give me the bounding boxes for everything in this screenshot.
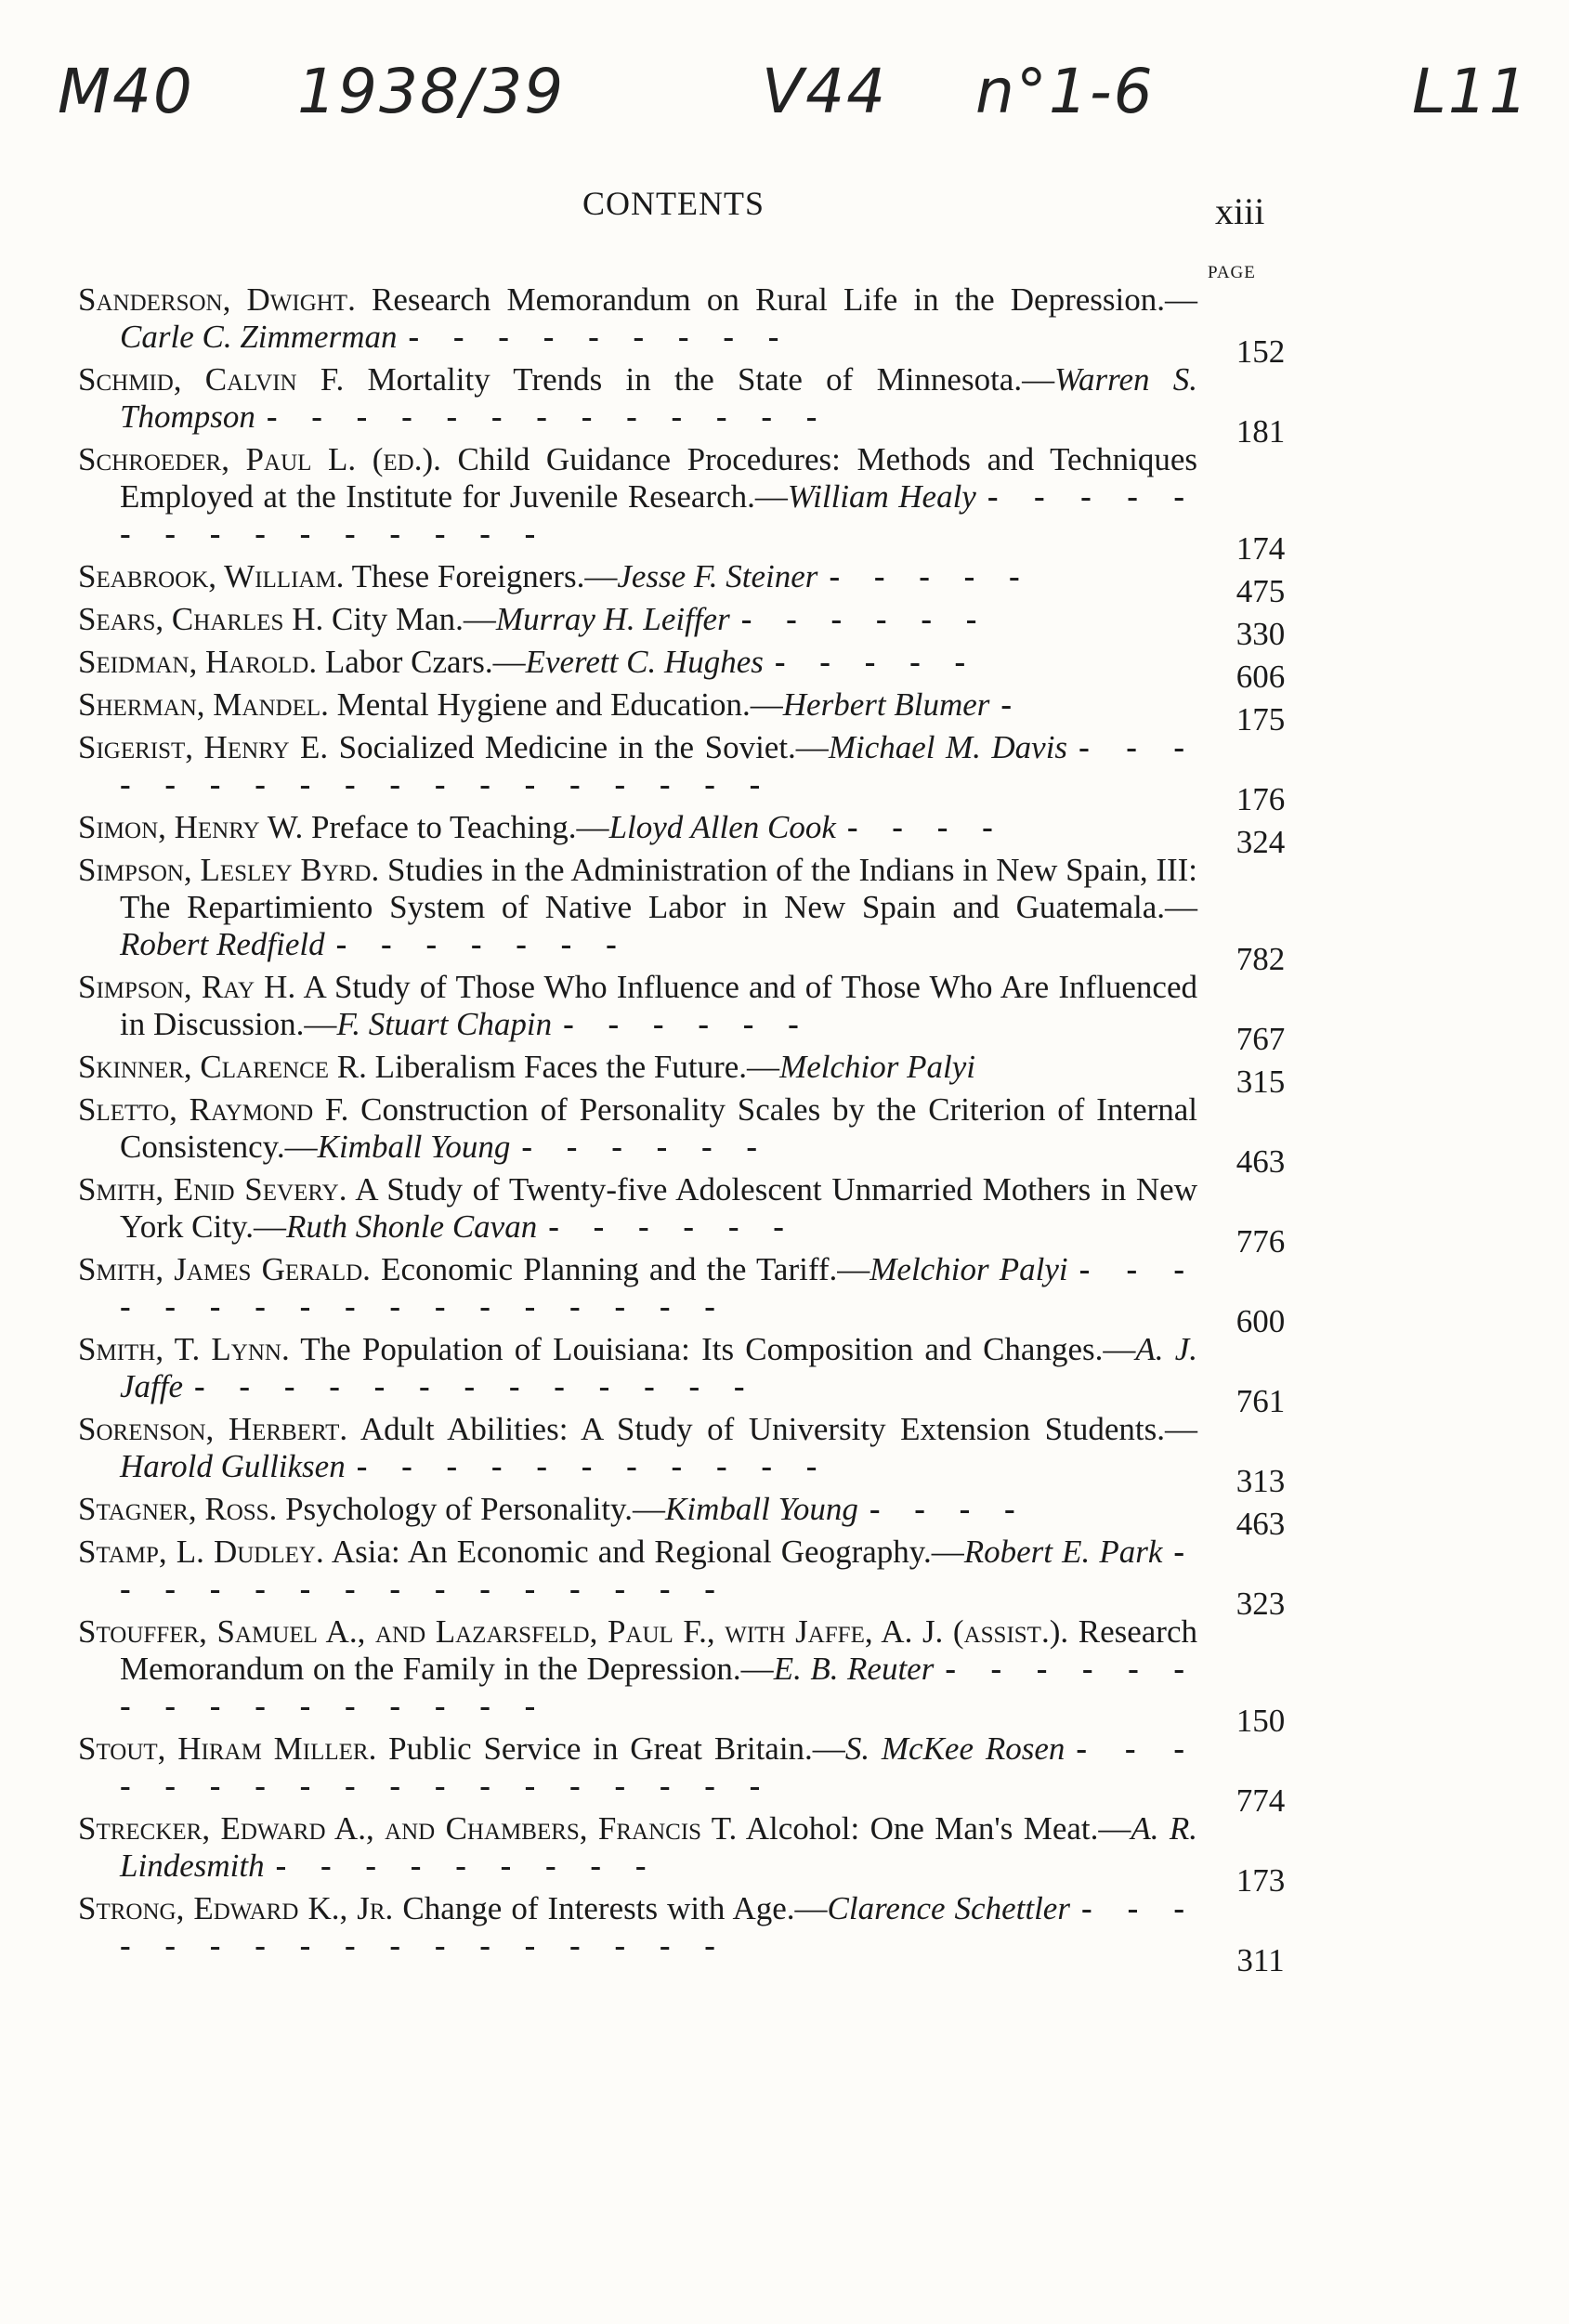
author-name: Schroeder, Paul L. (ed.). [78, 441, 441, 477]
handwritten-note-2: 1938/39 [297, 56, 566, 127]
entry-text [78, 1049, 1197, 1086]
page-number: 774 [1236, 1782, 1286, 1819]
page-number: 475 [1236, 573, 1286, 609]
page-number: 150 [1236, 1703, 1286, 1739]
author-name: Smith, T. Lynn. [78, 1331, 290, 1367]
dot-leader: - - - - - - [563, 1006, 812, 1042]
book-title: The Population of Louisiana: Its Composition and Changes.— [300, 1331, 1136, 1367]
contents-entry [78, 1169, 1286, 1260]
entry-text [78, 1251, 1197, 1325]
dot-leader: - - - - - [774, 644, 979, 680]
entry-text [78, 852, 1197, 963]
reviewer-name: Murray H. Leiffer [495, 601, 730, 637]
entry-text [78, 1534, 1197, 1608]
dot-leader: - - - - - - [740, 601, 990, 637]
page-number: 315 [1236, 1064, 1286, 1100]
dot-leader: - - - - - - - - - - - - - [194, 1368, 758, 1404]
author-name: Sears, Charles H. [78, 601, 324, 637]
book-title: Labor Czars.— [324, 644, 526, 680]
running-head-page-number: xiii [1215, 190, 1265, 232]
reviewer-name: A. J. Jaffe [120, 1331, 1197, 1404]
author-name: Sherman, Mandel. [78, 686, 329, 723]
entry-text [78, 1411, 1197, 1485]
reviewer-name: Robert E. Park [963, 1534, 1163, 1570]
book-title: Construction of Personality Scales by the Criterion of Internal Consistency.— [120, 1091, 1198, 1165]
author-name: Seabrook, William. [78, 558, 345, 594]
book-title: City Man.— [331, 601, 496, 637]
book-title: Change of Interests with Age.— [402, 1890, 828, 1926]
handwritten-note-1: M40 [58, 56, 194, 127]
page-number: 330 [1236, 616, 1286, 652]
dot-leader: - - - - - - - - - [275, 1847, 660, 1884]
author-name: Sigerist, Henry E. [78, 729, 329, 765]
author-name: Smith, James Gerald. [78, 1251, 371, 1287]
dot-leader: - - - - - - - - - [408, 319, 792, 355]
reviewer-name: Clarence Schettler [827, 1890, 1070, 1926]
dot-leader: - - - - - - - - - - - - - - - - - [120, 1251, 1198, 1325]
contents-entry [78, 1808, 1286, 1899]
contents-entry [78, 1887, 1285, 1978]
page-number: 782 [1236, 941, 1286, 977]
dot-leader: - - - - [869, 1491, 1028, 1527]
reviewer-name: F. Stuart Chapin [336, 1006, 553, 1042]
reviewer-name: William Healy [787, 478, 976, 515]
author-name: Stamp, L. Dudley. [78, 1534, 324, 1570]
contents-entry [78, 849, 1286, 977]
contents-entry [78, 641, 1286, 695]
page-number: 181 [1236, 413, 1286, 450]
reviewer-name: E. B. Reuter [773, 1651, 935, 1687]
entry-text [78, 1331, 1197, 1405]
reviewer-name: Herbert Blumer [782, 686, 990, 723]
reviewer-name: Melchior Palyi [779, 1049, 975, 1085]
contents-entry [78, 1248, 1286, 1339]
dot-leader: - - - - - - [548, 1208, 797, 1245]
author-name: Smith, Enid Severy. [78, 1171, 347, 1208]
book-title: Child Guidance Procedures: Methods and Techniques Employed at the Institute for Juvenile Research.— [120, 441, 1198, 515]
page-number: 311 [1236, 1942, 1285, 1978]
contents-entry [78, 1488, 1286, 1542]
reviewer-name: Michael M. Davis [828, 729, 1068, 765]
author-name: Sletto, Raymond F. [78, 1091, 349, 1128]
book-title: Alcohol: One Man's Meat.— [745, 1810, 1131, 1847]
reviewer-name: A. R. Lindesmith [120, 1810, 1197, 1884]
entry-text [78, 601, 1197, 638]
entry-text [78, 644, 1197, 681]
contents-entry [78, 598, 1286, 652]
page-number: 606 [1236, 659, 1286, 695]
author-name: Strecker, Edward A., and Chambers, Francis T. [78, 1810, 738, 1847]
author-name: Sorenson, Herbert. [78, 1411, 348, 1447]
page-number: 174 [1236, 530, 1286, 567]
page-number: 776 [1236, 1223, 1286, 1260]
entry-text [78, 1613, 1197, 1725]
author-name: Skinner, Clarence R. [78, 1049, 367, 1085]
author-name: Strong, Edward K., Jr. [78, 1890, 394, 1926]
handwritten-note-5: L11 [1412, 56, 1530, 127]
page-number: 323 [1236, 1586, 1286, 1622]
entry-text [78, 1730, 1197, 1805]
entry-text [78, 558, 1197, 595]
book-title: Studies in the Administration of the Indians in New Spain, III: The Repartimiento System of Native Labor in New Spain and Guatemala.— [120, 852, 1198, 925]
reviewer-name: Everett C. Hughes [525, 644, 764, 680]
reviewer-name: S. McKee Rosen [844, 1730, 1066, 1767]
handwritten-note-4: n°1-6 [975, 56, 1155, 127]
contents-entry [78, 1728, 1286, 1819]
handwritten-note-3: V44 [762, 56, 888, 127]
entry-text [78, 729, 1197, 803]
book-title: Asia: An Economic and Regional Geography.— [331, 1534, 964, 1570]
entry-text [78, 686, 1197, 724]
book-title: Liberalism Faces the Future.— [374, 1049, 780, 1085]
dot-leader: - - - - - - - - - - - [356, 1448, 830, 1484]
contents-entry [78, 806, 1286, 860]
author-name: Simpson, Ray H. [78, 969, 296, 1005]
contents-entry [78, 966, 1286, 1057]
author-name: Stouffer, Samuel A., and Lazarsfeld, Paul F., with Jaffe, A. J. (assist.). [78, 1613, 1069, 1650]
contents-entry [78, 359, 1286, 450]
author-name: Simpson, Lesley Byrd. [78, 852, 380, 888]
reviewer-name: Lloyd Allen Cook [608, 809, 836, 845]
book-title: Mortality Trends in the State of Minnesota.— [367, 361, 1055, 398]
page-number: 152 [1236, 333, 1286, 370]
contents-entry [78, 726, 1286, 817]
book-title: Socialized Medicine in the Soviet.— [338, 729, 829, 765]
contents-entry [78, 1328, 1286, 1419]
reviewer-name: Robert Redfield [120, 926, 325, 962]
author-name: Stagner, Ross. [78, 1491, 278, 1527]
author-name: Seidman, Harold. [78, 644, 318, 680]
entry-text [78, 1171, 1197, 1246]
book-title: Psychology of Personality.— [285, 1491, 666, 1527]
entry-text [78, 969, 1197, 1043]
reviewer-name: Warren S. Thompson [120, 361, 1198, 435]
dot-leader: - - - - - [829, 558, 1033, 594]
running-head-title: CONTENTS [582, 185, 765, 222]
entry-text [78, 1091, 1197, 1166]
reviewer-name: Carle C. Zimmerman [120, 319, 398, 355]
page-number: 173 [1236, 1862, 1286, 1899]
entry-text [78, 441, 1197, 553]
author-name: Simon, Henry W. [78, 809, 304, 845]
dot-leader: - - - - - - - - - - - - - - - [120, 478, 1198, 552]
book-title: Preface to Teaching.— [311, 809, 609, 845]
book-title: Economic Planning and the Tariff.— [381, 1251, 870, 1287]
contents-entry [78, 684, 1286, 738]
entry-text [78, 809, 1197, 846]
page-number: 176 [1236, 781, 1286, 817]
dot-leader: - - - - - - [521, 1129, 771, 1165]
contents-entry [78, 438, 1286, 567]
book-title: Public Service in Great Britain.— [388, 1730, 845, 1767]
dot-leader: - - - - - - - - - - - - - - - - [120, 1651, 1197, 1724]
dot-leader: - - - - - - - [335, 926, 630, 962]
page-number: 767 [1236, 1021, 1286, 1057]
author-name: Stout, Hiram Miller. [78, 1730, 377, 1767]
author-name: Sanderson, Dwight. [78, 281, 356, 318]
page-column-label: PAGE [1208, 263, 1256, 282]
entry-text [78, 361, 1197, 436]
dot-leader: - [1000, 686, 1026, 723]
book-title: Mental Hygiene and Education.— [336, 686, 783, 723]
dot-leader: - - - - - - - - - - - - - - - [120, 1534, 1198, 1607]
page-number: 324 [1236, 824, 1286, 860]
contents-list [78, 279, 1286, 1978]
contents-entry [78, 279, 1286, 370]
dot-leader: - - - - - - - - - - - - - [266, 398, 830, 435]
book-title: Adult Abilities: A Study of University Extension Students.— [360, 1411, 1197, 1447]
reviewer-name: Ruth Shonle Cavan [285, 1208, 538, 1245]
book-title: These Foreigners.— [351, 558, 618, 594]
contents-entry [78, 1408, 1286, 1499]
entry-text [78, 1890, 1197, 1965]
contents-entry [78, 1089, 1286, 1180]
dot-leader: - - - - - - - - - - - - - - - - - - [120, 1730, 1198, 1804]
entry-text [78, 1810, 1197, 1885]
reviewer-name: Jesse F. Steiner [617, 558, 818, 594]
entry-text [78, 1491, 1197, 1528]
page-number: 600 [1236, 1303, 1286, 1339]
contents-entry [78, 1611, 1286, 1739]
reviewer-name: Kimball Young [665, 1491, 858, 1527]
contents-entry [78, 1531, 1286, 1622]
book-title: A Study of Those Who Influence and of Those Who Are Influenced in Discussion.— [120, 969, 1197, 1042]
page-number: 463 [1236, 1143, 1286, 1180]
contents-entry [78, 1046, 1286, 1100]
book-title: Research Memorandum on the Family in the Depression.— [120, 1613, 1197, 1687]
reviewer-name: Melchior Palyi [869, 1251, 1068, 1287]
page-number: 463 [1236, 1506, 1286, 1542]
page-number: 175 [1236, 701, 1286, 738]
book-title: Research Memorandum on Rural Life in the Depression.— [372, 281, 1197, 318]
book-title: A Study of Twenty-five Adolescent Unmarried Mothers in New York City.— [120, 1171, 1197, 1245]
page-number: 313 [1236, 1463, 1286, 1499]
author-name: Schmid, Calvin F. [78, 361, 345, 398]
entry-text [78, 281, 1197, 356]
dot-leader: - - - - - - - - - - - - - - - - - [120, 1890, 1197, 1964]
reviewer-name: Harold Gulliksen [120, 1448, 346, 1484]
dot-leader: - - - - [846, 809, 1006, 845]
dot-leader: - - - - - - - - - - - - - - - - - - [120, 729, 1198, 803]
page-number: 761 [1236, 1383, 1286, 1419]
contents-entry [78, 555, 1286, 609]
reviewer-name: Kimball Young [317, 1129, 511, 1165]
